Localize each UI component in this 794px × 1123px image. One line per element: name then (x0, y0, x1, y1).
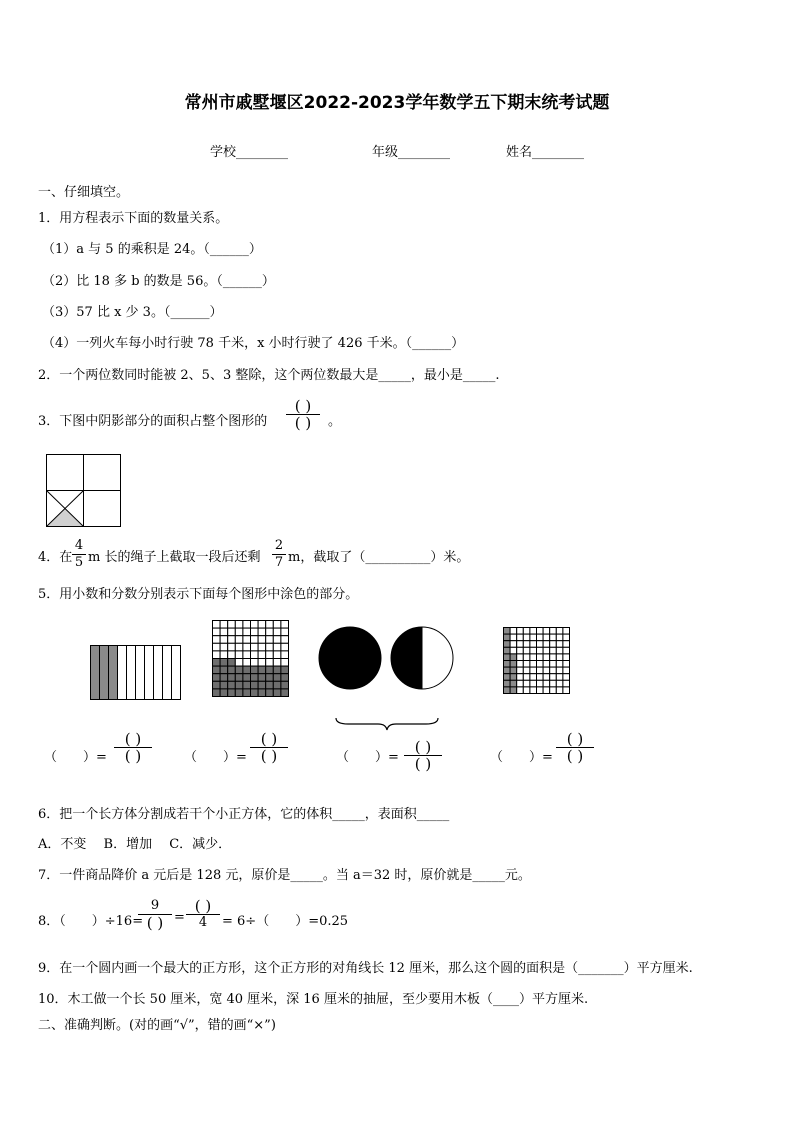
figure-cell (530, 667, 537, 674)
figure-cell (537, 641, 544, 648)
question-1-item-2: （2）比 18 多 b 的数是 56。（______） (42, 274, 275, 289)
question-1-item-1: （1）a 与 5 的乘积是 24。（______） (42, 242, 262, 257)
figure-cell (220, 628, 228, 636)
figure-cell (523, 654, 530, 661)
question-5-figure-circles (316, 626, 458, 692)
figure-cell (281, 659, 289, 667)
figure-cell (550, 647, 557, 654)
figure-cell (556, 634, 563, 641)
figure-cell (510, 641, 517, 648)
figure-cell (228, 674, 236, 682)
figure-cell (273, 643, 281, 651)
figure-cell (266, 628, 274, 636)
figure-cell (266, 636, 274, 644)
figure-cell (543, 628, 550, 635)
figure-cell (510, 647, 517, 654)
figure-cell (243, 674, 251, 682)
figure-cell (556, 661, 563, 668)
figure-cell (235, 674, 243, 682)
figure-cell (556, 667, 563, 674)
figure-cell (543, 654, 550, 661)
figure-cell (543, 661, 550, 668)
figure-cell (530, 654, 537, 661)
figure-cell (523, 634, 530, 641)
figure-cell (251, 636, 259, 644)
question-3-text: 3．下图中阴影部分的面积占整个图形的 (38, 414, 268, 429)
figure-cell (220, 651, 228, 659)
question-1-stem: 1．用方程表示下面的数量关系。 (38, 211, 229, 226)
figure-cell (550, 628, 557, 635)
figure-cell (281, 681, 289, 689)
question-5-answer-1: （ ）= (44, 750, 107, 765)
figure-cell (510, 661, 517, 668)
figure-cell (510, 674, 517, 681)
figure-cell (228, 628, 236, 636)
question-10: 10．木工做一个长 50 厘米，宽 40 厘米，深 16 厘米的抽屉，至少要用木板（____）平方厘米. (38, 992, 589, 1007)
page-title: 常州市戚墅堰区2022-2023学年数学五下期末统考试题 (184, 93, 610, 113)
question-3-fraction: ( ) ( ) (286, 398, 320, 431)
question-8-fraction-2: ( ) 4 (186, 898, 220, 931)
figure-cell (251, 659, 259, 667)
figure-cell (563, 641, 570, 648)
figure-cell (91, 646, 100, 700)
question-2: 2．一个两位数同时能被 2、5、3 整除，这个两位数最大是_____，最小是_____. (38, 368, 500, 383)
figure-cell (228, 681, 236, 689)
question-6: 6．把一个长方体分割成若干个小正方体，它的体积_____，表面积_____ (38, 807, 450, 822)
question-8-fraction-1: 9 ( ) (138, 898, 172, 931)
figure-cell (543, 687, 550, 694)
figure-cell (563, 667, 570, 674)
figure-cell (258, 659, 266, 667)
figure-cell (251, 689, 259, 697)
figure-cell (523, 687, 530, 694)
figure-cell (543, 667, 550, 674)
figure-cell (550, 661, 557, 668)
figure-cell (228, 651, 236, 659)
figure-cell (213, 659, 221, 667)
figure-cell (510, 667, 517, 674)
school-field: 学校________ (210, 145, 289, 160)
figure-cell (251, 666, 259, 674)
figure-cell (235, 628, 243, 636)
figure-cell (266, 621, 274, 629)
figure-cell (213, 681, 221, 689)
figure-cell (163, 646, 172, 700)
figure-cell (510, 628, 517, 635)
question-3-suffix: 。 (328, 414, 342, 429)
figure-cell (543, 634, 550, 641)
figure-cell (235, 659, 243, 667)
shaded-triangle (47, 508, 83, 526)
figure-cell (281, 643, 289, 651)
figure-cell (118, 646, 127, 700)
figure-cell (235, 689, 243, 697)
figure-cell (235, 681, 243, 689)
figure-cell (220, 659, 228, 667)
figure-cell (543, 680, 550, 687)
figure-cell (537, 674, 544, 681)
figure-cell (523, 661, 530, 668)
figure-cell (243, 659, 251, 667)
figure-cell (228, 689, 236, 697)
figure-cell (273, 666, 281, 674)
figure-cell (243, 681, 251, 689)
figure-cell (258, 674, 266, 682)
figure-cell (550, 654, 557, 661)
grade-field: 年级________ (372, 145, 451, 160)
question-5-figure-grid (212, 620, 290, 698)
figure-cell (550, 667, 557, 674)
question-6-options: A．不变 B．增加 C．减少． (38, 837, 232, 852)
figure-cell (530, 661, 537, 668)
figure-cell (550, 641, 557, 648)
figure-cell (556, 641, 563, 648)
question-4-fraction-2: 2 7 (272, 538, 286, 571)
question-5-answer-3: （ ）= (336, 750, 399, 765)
question-5-fraction-1: ( ) ( ) (114, 731, 152, 764)
figure-cell (127, 646, 136, 700)
figure-cell (281, 628, 289, 636)
figure-cell (172, 646, 181, 700)
figure-cell (281, 674, 289, 682)
figure-cell (563, 647, 570, 654)
figure-cell (550, 680, 557, 687)
figure-cell (523, 628, 530, 635)
figure-cell (251, 628, 259, 636)
section-two-heading: 二、准确判断。(对的画“√”，错的画“×”) (38, 1018, 276, 1033)
question-4-prefix: 4．在 (38, 550, 73, 565)
figure-cell (228, 621, 236, 629)
figure-cell (154, 646, 163, 700)
figure-cell (213, 628, 221, 636)
figure-cell (273, 659, 281, 667)
figure-cell (556, 628, 563, 635)
figure-cell (251, 651, 259, 659)
figure-cell (235, 666, 243, 674)
figure-cell (266, 659, 274, 667)
figure-cell (220, 636, 228, 644)
figure-cell (563, 680, 570, 687)
question-8-suffix: = 6÷（ ）=0.25 (222, 914, 349, 929)
figure-cell (266, 666, 274, 674)
figure-cell (504, 654, 511, 661)
figure-cell (273, 636, 281, 644)
figure-cell (537, 661, 544, 668)
figure-cell (243, 636, 251, 644)
figure-cell (213, 636, 221, 644)
figure-cell (228, 666, 236, 674)
figure-cell (100, 646, 109, 700)
half-circle-shading (391, 627, 422, 689)
figure-cell (220, 621, 228, 629)
brace-mark (334, 716, 440, 732)
figure-cell (258, 621, 266, 629)
figure-cell (523, 680, 530, 687)
figure-cell (563, 687, 570, 694)
figure-cell (550, 687, 557, 694)
figure-cell (523, 641, 530, 648)
question-9: 9．在一个圆内画一个最大的正方形，这个正方形的对角线长 12 厘米，那么这个圆的面积是（_______）平方厘米. (38, 961, 693, 976)
figure-cell (243, 643, 251, 651)
figure-cell (537, 687, 544, 694)
question-4-middle: m 长的绳子上截取一段后还剩 (88, 550, 261, 565)
figure-cell (537, 680, 544, 687)
full-black-circle (319, 627, 381, 689)
figure-cell (273, 621, 281, 629)
figure-cell (109, 646, 118, 700)
figure-cell (258, 689, 266, 697)
figure-cell (228, 643, 236, 651)
question-8-equals: = (174, 910, 185, 925)
figure-cell (243, 666, 251, 674)
figure-cell (220, 666, 228, 674)
figure-cell (243, 689, 251, 697)
figure-cell (517, 647, 524, 654)
figure-cell (273, 628, 281, 636)
figure-cell (145, 646, 154, 700)
figure-cell (273, 681, 281, 689)
question-5-figure-stair-grid (503, 627, 571, 695)
figure-cell (504, 641, 511, 648)
question-1-item-3: （3）57 比 x 少 3。（______） (42, 305, 223, 320)
figure-cell (213, 621, 221, 629)
figure-cell (213, 666, 221, 674)
question-5-answer-2: （ ）= (184, 750, 247, 765)
figure-cell (510, 654, 517, 661)
figure-cell (510, 687, 517, 694)
figure-cell (530, 680, 537, 687)
figure-cell (563, 674, 570, 681)
figure-cell (251, 674, 259, 682)
figure-cell (537, 647, 544, 654)
figure-cell (504, 628, 511, 635)
figure-cell (258, 628, 266, 636)
figure-cell (220, 643, 228, 651)
figure-cell (537, 628, 544, 635)
figure-cell (517, 634, 524, 641)
figure-cell (235, 643, 243, 651)
figure-cell (213, 689, 221, 697)
figure-cell (537, 654, 544, 661)
figure-cell (258, 681, 266, 689)
figure-cell (556, 680, 563, 687)
figure-cell (273, 689, 281, 697)
figure-cell (281, 666, 289, 674)
figure-cell (243, 621, 251, 629)
figure-cell (251, 681, 259, 689)
figure-cell (281, 689, 289, 697)
figure-cell (213, 674, 221, 682)
figure-cell (258, 643, 266, 651)
figure-cell (213, 651, 221, 659)
question-7: 7．一件商品降价 a 元后是 128 元，原价是_____。当 a＝32 时，原价就是_____元。 (38, 868, 531, 883)
question-3-grid-figure (46, 454, 122, 528)
figure-cell (517, 680, 524, 687)
figure-cell (266, 651, 274, 659)
figure-cell (510, 680, 517, 687)
figure-cell (523, 647, 530, 654)
figure-cell (556, 654, 563, 661)
question-8-prefix: 8．（ ）÷16= (38, 914, 144, 929)
figure-cell (537, 634, 544, 641)
figure-cell (563, 634, 570, 641)
question-5-fraction-4: ( ) ( ) (556, 731, 594, 764)
figure-cell (220, 674, 228, 682)
figure-cell (510, 634, 517, 641)
figure-cell (235, 621, 243, 629)
figure-cell (136, 646, 145, 700)
figure-cell (530, 647, 537, 654)
question-1-item-4: （4）一列火车每小时行驶 78 千米，x 小时行驶了 426 千米。（______） (42, 336, 465, 351)
figure-cell (273, 651, 281, 659)
question-5-stem: 5．用小数和分数分别表示下面每个图形中涂色的部分。 (38, 587, 359, 602)
figure-cell (543, 674, 550, 681)
figure-cell (504, 634, 511, 641)
figure-cell (228, 636, 236, 644)
question-5-fraction-3: ( ) ( ) (404, 739, 442, 772)
figure-cell (523, 674, 530, 681)
figure-cell (556, 687, 563, 694)
figure-cell (220, 689, 228, 697)
figure-cell (530, 674, 537, 681)
figure-cell (235, 651, 243, 659)
figure-cell (504, 661, 511, 668)
figure-cell (213, 643, 221, 651)
figure-cell (523, 667, 530, 674)
figure-cell (556, 674, 563, 681)
figure-cell (266, 674, 274, 682)
question-5-fraction-2: ( ) ( ) (250, 731, 288, 764)
figure-cell (530, 634, 537, 641)
figure-cell (517, 667, 524, 674)
figure-cell (517, 628, 524, 635)
figure-cell (517, 674, 524, 681)
figure-cell (504, 667, 511, 674)
figure-cell (235, 636, 243, 644)
figure-cell (243, 628, 251, 636)
figure-cell (251, 621, 259, 629)
figure-cell (504, 680, 511, 687)
name-field: 姓名________ (506, 145, 585, 160)
figure-cell (517, 661, 524, 668)
figure-cell (517, 654, 524, 661)
figure-cell (504, 674, 511, 681)
question-5-answer-4: （ ）= (490, 750, 553, 765)
figure-cell (281, 651, 289, 659)
question-4-fraction-1: 4 5 (72, 538, 86, 571)
figure-cell (266, 689, 274, 697)
section-one-heading: 一、仔细填空。 (38, 185, 130, 200)
figure-cell (220, 681, 228, 689)
figure-cell (517, 687, 524, 694)
figure-cell (266, 681, 274, 689)
figure-cell (504, 687, 511, 694)
figure-cell (530, 641, 537, 648)
figure-cell (543, 641, 550, 648)
figure-cell (504, 647, 511, 654)
figure-cell (537, 667, 544, 674)
figure-cell (258, 666, 266, 674)
figure-cell (563, 661, 570, 668)
figure-cell (258, 651, 266, 659)
question-5-figure-strips (90, 645, 182, 701)
figure-cell (228, 659, 236, 667)
figure-cell (563, 654, 570, 661)
figure-cell (550, 674, 557, 681)
figure-cell (530, 628, 537, 635)
figure-cell (281, 621, 289, 629)
figure-cell (251, 643, 259, 651)
figure-cell (543, 647, 550, 654)
figure-cell (517, 641, 524, 648)
figure-cell (273, 674, 281, 682)
figure-cell (550, 634, 557, 641)
question-4-suffix: m，截取了（__________）米。 (288, 550, 470, 565)
figure-cell (258, 636, 266, 644)
figure-cell (281, 636, 289, 644)
figure-cell (530, 687, 537, 694)
figure-cell (266, 643, 274, 651)
figure-cell (563, 628, 570, 635)
figure-cell (556, 647, 563, 654)
figure-cell (243, 651, 251, 659)
